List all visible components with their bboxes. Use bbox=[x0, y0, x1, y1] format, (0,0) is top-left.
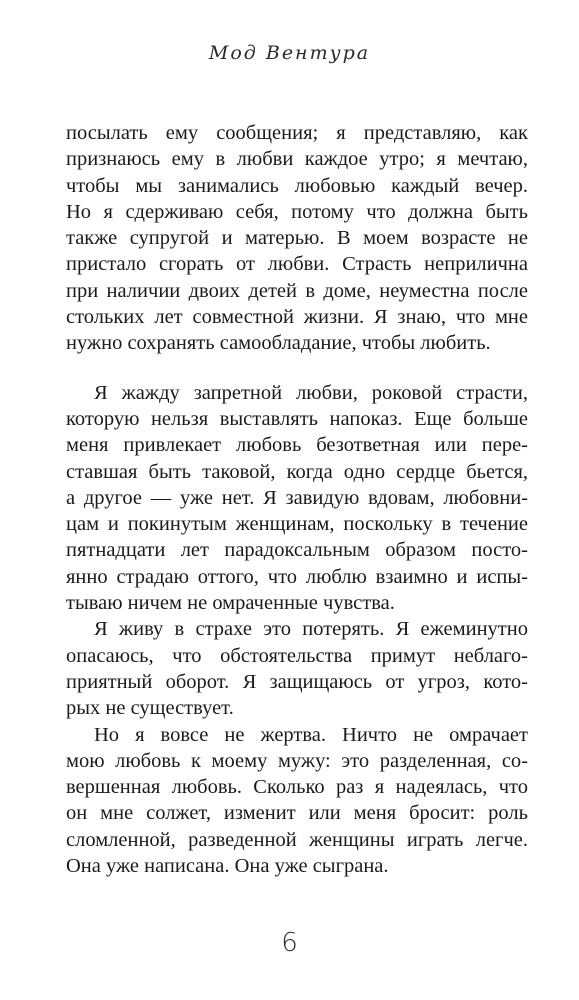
paragraph-gap bbox=[66, 357, 528, 380]
paragraph bbox=[66, 120, 528, 357]
text-line: Но я вовсе не жертва. Ничто не омрачает bbox=[94, 723, 528, 746]
text-line: пятнадцати лет парадоксальным образом посто- bbox=[66, 539, 528, 562]
text-line: ставшая быть таковой, когда одно сердце бьется, bbox=[66, 460, 528, 483]
paragraph bbox=[66, 380, 528, 617]
page-number: 6 bbox=[281, 928, 298, 958]
text-line: пристало сгорать от любви. Страсть неприлична bbox=[66, 253, 528, 276]
paragraph bbox=[66, 722, 528, 880]
text-line: мою любовь к моему мужу: это разделенная, со- bbox=[66, 749, 528, 772]
text-line: при наличии двоих детей в доме, неуместна после bbox=[66, 279, 528, 302]
text-line: также супругой и матерью. В моем возрасте не bbox=[66, 227, 528, 250]
text-line: вершенная любовь. Сколько раз я надеялась, что bbox=[66, 776, 528, 799]
text-line: Она уже написана. Она уже сыграна. bbox=[66, 855, 389, 878]
text-line: Я жажду запретной любви, роковой страсти, bbox=[94, 381, 528, 404]
text-line: которую нельзя выставлять напоказ. Еще больше bbox=[66, 407, 528, 430]
text-line: рых не существует. bbox=[66, 697, 234, 720]
text-line: чтобы мы занимались любовью каждый вечер. bbox=[66, 174, 528, 197]
text-line: тываю ничем не омраченные чувства. bbox=[66, 592, 395, 615]
paragraph bbox=[66, 616, 528, 721]
body-text bbox=[66, 120, 528, 879]
text-line: Но я сдерживаю себя, потому что должна быть bbox=[66, 200, 528, 223]
text-line: посылать ему сообщения; я представляю, как bbox=[66, 122, 528, 144]
text-line: сломленной, разведенной женщины играть легче. bbox=[66, 828, 528, 851]
text-line: он мне солжет, изменит или меня бросит: роль bbox=[66, 802, 528, 825]
text-line: янно страдаю оттого, что люблю взаимно и испы- bbox=[66, 565, 528, 588]
text-line: признаюсь ему в любви каждое утро; я мечтаю, bbox=[66, 148, 528, 171]
text-line: опасаюсь, что обстоятельства примут неблаго- bbox=[66, 644, 528, 667]
text-line: меня привлекает любовь безответная или пере- bbox=[66, 434, 528, 457]
running-header: Мод Вентура bbox=[208, 42, 371, 64]
text-line: цам и покинутым женщинам, поскольку в течение bbox=[66, 513, 528, 536]
text-line: нужно сохранять самообладание, чтобы любить. bbox=[66, 332, 491, 355]
text-line: стольких лет совместной жизни. Я знаю, что мне bbox=[66, 306, 528, 329]
text-line: Я живу в страхе это потерять. Я ежеминутно bbox=[94, 618, 528, 641]
text-line: а другое — уже нет. Я завидую вдовам, любовни- bbox=[66, 486, 528, 509]
text-line: приятный оборот. Я защищаюсь от угроз, кото- bbox=[66, 670, 528, 693]
